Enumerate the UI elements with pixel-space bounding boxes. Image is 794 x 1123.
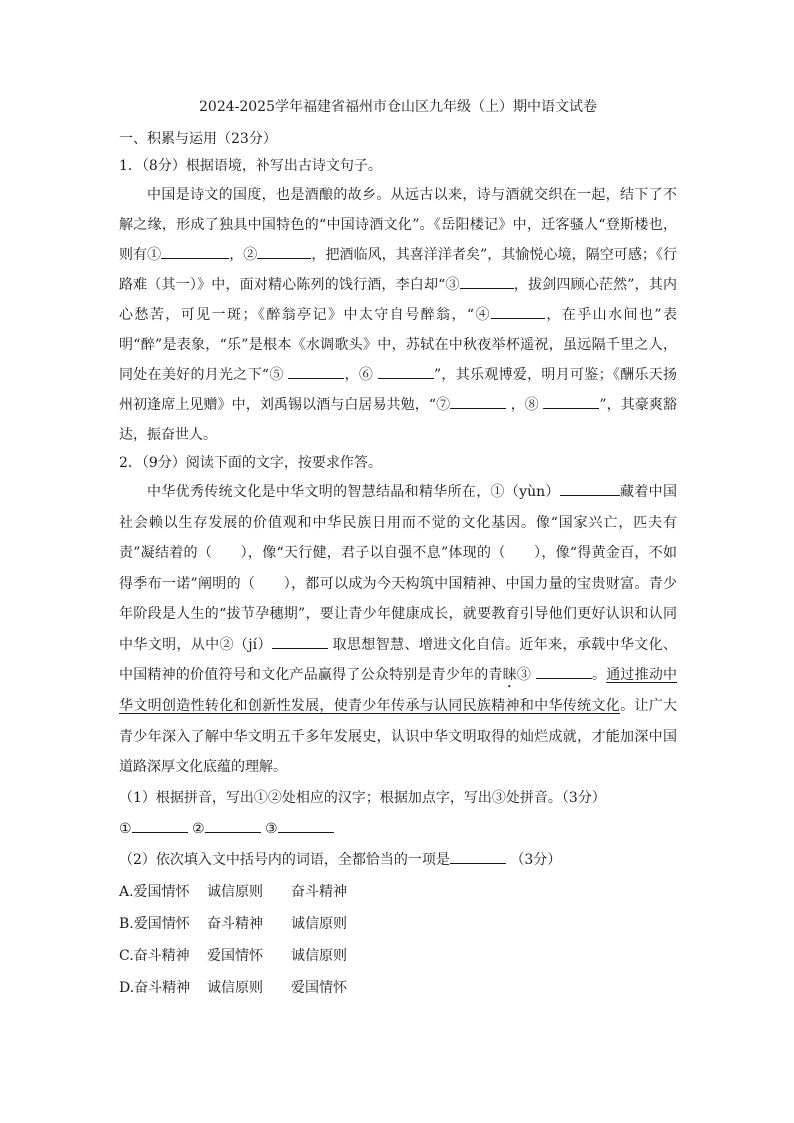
blank-1[interactable] bbox=[161, 243, 229, 259]
option-b[interactable]: B.爱国情怀 奋斗精神 诚信原则 bbox=[119, 915, 347, 932]
blank-4[interactable] bbox=[491, 303, 545, 319]
answer-blank-2[interactable] bbox=[205, 817, 261, 833]
blank-2[interactable] bbox=[257, 243, 311, 259]
page-title: 2024-2025学年福建省福州市仓山区九年级（上）期中语文试卷 bbox=[199, 99, 597, 115]
blank-3[interactable] bbox=[460, 273, 514, 289]
answer-line-1: ① ② ③ bbox=[119, 814, 677, 845]
answer-blank-3[interactable] bbox=[278, 817, 334, 833]
blank-ji[interactable] bbox=[272, 633, 328, 649]
dotted-character: 睐 bbox=[502, 667, 517, 683]
answer-blank-choice[interactable] bbox=[450, 848, 506, 864]
question-1-passage: 中国是诗文的国度，也是酒酿的故乡。从远古以来，诗与酒就交织在一起，结下了不解之缘，形成了独具中国特色的“中国诗酒文化”。《岳阳楼记》中，迁客骚人“登斯楼也，则有① ，② ，把酒临风，其喜洋洋者矣”，其愉悦心境，隔空可感；《行路难（其一）》中，面对精心陈列的饯行酒，李白却“③ ，拔剑四顾心茫然”，其内心愁苦，可见一斑；《醉翁亭记》中太守自号醉翁，“④ ，在乎山水间也”表明“醉”是表象，“乐”是根本《水调歌头》中，苏轼在中秋夜举杯遥祝，虽远隔千里之人，同处在美好的月光之下“⑤ ，⑥ ”，其乐观博爱，明月可鉴；《酬乐天扬州初逢席上见赠》中，刘禹锡以酒与白居易共勉，“⑦ ，⑧ ”，其豪爽豁达，振奋世人。 bbox=[119, 187, 678, 443]
question-2-heading: 2．（9分）阅读下面的文字，按要求作答。 bbox=[119, 455, 382, 471]
blank-6[interactable] bbox=[378, 363, 434, 379]
blank-7[interactable] bbox=[450, 393, 506, 409]
option-c[interactable]: C.奋斗精神 爱国情怀 诚信原则 bbox=[119, 947, 347, 964]
question-1-heading: 1．（8分）根据语境，补写出古诗文句子。 bbox=[119, 158, 382, 174]
exam-page bbox=[119, 96, 677, 1004]
option-d[interactable]: D.奋斗精神 诚信原则 爱国情怀 bbox=[119, 979, 347, 996]
sub-question-2: （2）依次填入文中括号内的词语，全都恰当的一项是 （3分） bbox=[119, 845, 677, 876]
blank-5[interactable] bbox=[288, 363, 344, 379]
underlined-sentence: 通过推动中华文明创造性转化和创新性发展，使青少年传承与认同民族精神和中华传统文化 bbox=[119, 667, 678, 714]
blank-8[interactable] bbox=[543, 393, 599, 409]
option-a[interactable]: A.爱国情怀 诚信原则 奋斗精神 bbox=[119, 883, 347, 900]
answer-blank-1[interactable] bbox=[132, 817, 188, 833]
sub-question-1: （1）根据拼音，写出①②处相应的汉字；根据加点字，写出③处拼音。（3分） bbox=[119, 789, 606, 806]
section-heading: 一、积累与运用（23分） bbox=[119, 131, 277, 147]
blank-pinyin[interactable] bbox=[536, 663, 592, 679]
blank-yun[interactable] bbox=[560, 480, 620, 496]
question-2-passage: 中华优秀传统文化是中华文明的智慧结晶和精华所在，①（yùn） 藏着中国社会赖以生存发展的价值观和中华民族日用而不觉的文化基因。像“国家兴亡，匹夫有责”凝结着的（ ），像“天行健，君子以自强不息”体现的（ ），像“得黄金百，不如得季布一诺”阐明的（ ），都可以成为今天构筑中国精神、中国力量的宝贵财富。青少年阶段是人生的“拔节孕穗期”，要让青少年健康成长，就要教育引导他们更好认识和认同中华文明，从中②（jí） 取思想智慧、增进文化自信。近年来，承载中华文化、中国精神的价值符号和文化产品赢得了公众特别是青少年的青睐③ 。通过推动中华文明创造性转化和创新性发展，使青少年传承与认同民族精神和中华传统文化。让广大青少年深入了解中华文明五千多年发展史，认识中华文明取得的灿烂成就，才能加深中国道路深厚文化底蕴的理解。 bbox=[119, 477, 677, 783]
